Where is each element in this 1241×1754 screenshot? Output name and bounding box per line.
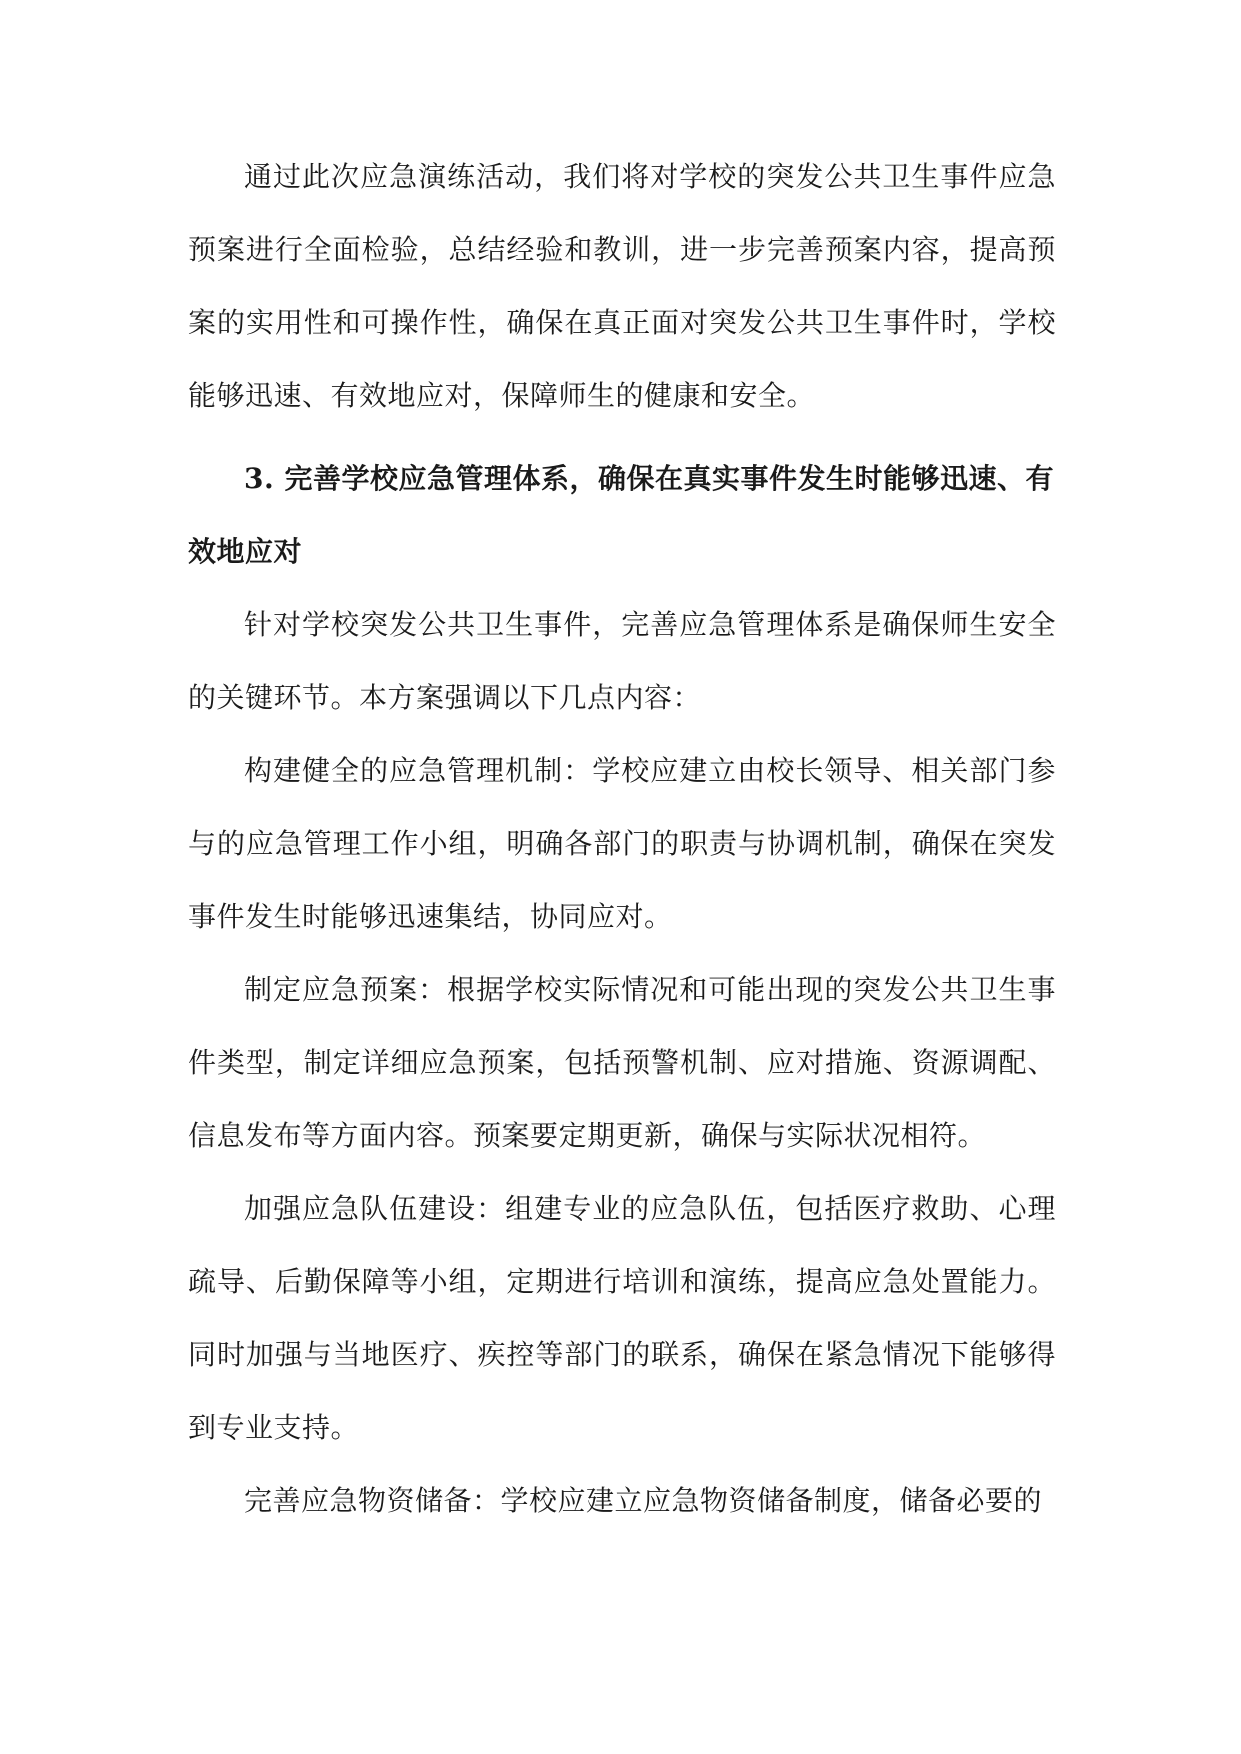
document-body	[188, 140, 1056, 1537]
paragraph-drill-summary: 通过此次应急演练活动，我们将对学校的突发公共卫生事件应急预案进行全面检验，总结经验和教训，进一步完善预案内容，提高预案的实用性和可操作性，确保在真正面对突发公共卫生事件时，学校能够迅速、有效地应对，保障师生的健康和安全。	[188, 160, 1056, 412]
paragraph-mechanism: 构建健全的应急管理机制：学校应建立由校长领导、相关部门参与的应急管理工作小组，明确各部门的职责与协调机制，确保在突发事件发生时能够迅速集结，协同应对。	[188, 754, 1056, 933]
paragraph-emergency-team: 加强应急队伍建设：组建专业的应急队伍，包括医疗救助、心理疏导、后勤保障等小组，定期进行培训和演练，提高应急处置能力。同时加强与当地医疗、疾控等部门的联系，确保在紧急情况下能够得到专业支持。	[188, 1192, 1056, 1444]
paragraph-intro: 针对学校突发公共卫生事件，完善应急管理体系是确保师生安全的关键环节。本方案强调以下几点内容：	[188, 608, 1056, 714]
paragraph-supplies: 完善应急物资储备：学校应建立应急物资储备制度，储备必要的	[244, 1484, 1043, 1517]
section-heading-3: 3. 完善学校应急管理体系，确保在真实事件发生时能够迅速、有效地应对	[188, 462, 1054, 568]
paragraph-emergency-plan: 制定应急预案：根据学校实际情况和可能出现的突发公共卫生事件类型，制定详细应急预案，包括预警机制、应对措施、资源调配、信息发布等方面内容。预案要定期更新，确保与实际状况相符。	[188, 973, 1056, 1152]
